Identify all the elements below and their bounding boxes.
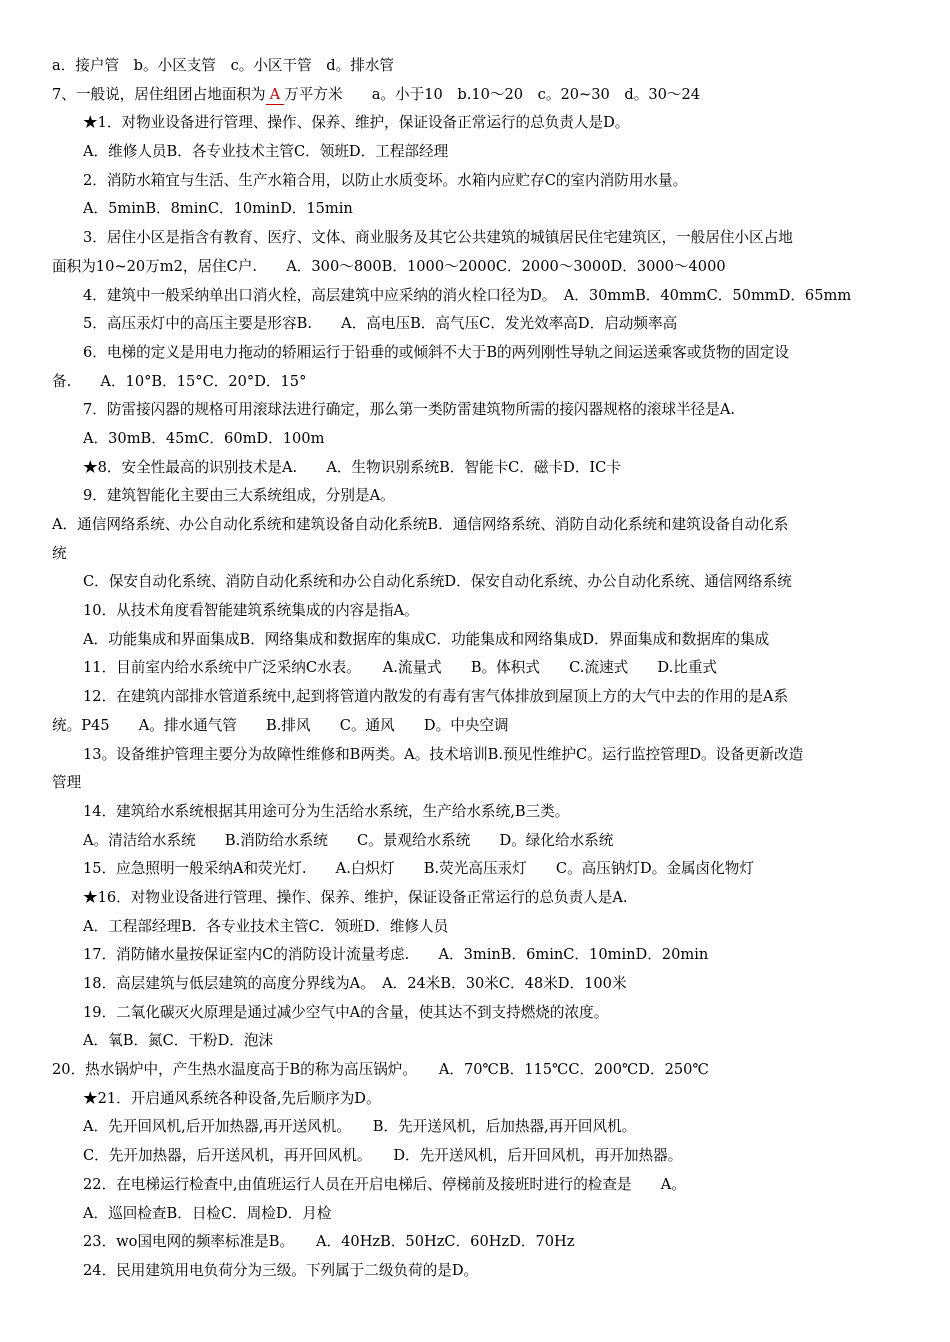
text-line: 23．wo国电网的频率标准是B。 A．40HzB．50HzC．60HzD．70Hz bbox=[83, 1233, 575, 1251]
text-line: 19．二氧化碳灭火原理是通过减少空气中A的含量，使其达不到支持燃烧的浓度。 bbox=[83, 1003, 609, 1021]
text-line: 11．目前室内给水系统中广泛采纳C水表。 A.流量式 B。体积式 C.流速式 D.比重式 bbox=[83, 659, 718, 677]
question-7-suffix: 万平方米 a。小于10 b.10～20 c。20~30 d。30～24 bbox=[284, 85, 701, 103]
text-line: 12．在建筑内部排水管道系统中,起到将管道内散发的有毒有害气体排放到屋顶上方的大气中去的作用的是A系 bbox=[83, 688, 789, 706]
text-line: 备. A．10°B．15°C．20°D．15° bbox=[52, 372, 307, 390]
text-line: 9．建筑智能化主要由三大系统组成，分别是A。 bbox=[83, 487, 395, 505]
text-line: C．保安自动化系统、消防自动化系统和办公自动化系统D．保安自动化系统、办公自动化系统、通信网络系统 bbox=[83, 573, 792, 591]
question-7-line bbox=[52, 81, 910, 110]
text-line: 18．高层建筑与低层建筑的高度分界线为A。 A．24米B．30米C．48米D．100米 bbox=[83, 975, 627, 992]
text-line: C．先开加热器，后开送风机，再开回风机。 D．先开送风机，后开回风机，再开加热器。 bbox=[83, 1147, 683, 1165]
text-line: 6．电梯的定义是用电力拖动的轿厢运行于铅垂的或倾斜不大于B的两列刚性导轨之间运送乘客或货物的固定设 bbox=[83, 343, 789, 361]
text-line: 22．在电梯运行检查中,由值班运行人员在开启电梯后、停梯前及接班时进行的检查是 A。 bbox=[83, 1175, 686, 1193]
text-line: 14．建筑给水系统根据其用途可分为生活给水系统，生产给水系统,B三类。 bbox=[83, 802, 570, 820]
text-line: 20．热水锅炉中，产生热水温度高于B的称为高压锅炉。 A．70℃B．115℃C．200℃D．250℃ bbox=[52, 1061, 709, 1079]
text-line: 5．高压汞灯中的高压主要是形容B. A．高电压B．高气压C．发光效率高D．启动频率高 bbox=[83, 315, 678, 333]
text-line: ★21．开启通风系统各种设备,先后顺序为D。 bbox=[83, 1089, 381, 1107]
question-7-prefix: 7、一般说，居住组团占地面积为 bbox=[52, 85, 266, 103]
text-line: A．工程部经理B．各专业技术主管C．领班D．维修人员 bbox=[83, 917, 449, 935]
text-line: 10．从技术角度看智能建筑系统集成的内容是指A。 bbox=[83, 602, 419, 620]
text-line: ★16．对物业设备进行管理、操作、保养、维护，保证设备正常运行的总负责人是A. bbox=[83, 888, 628, 906]
text-line: ★1．对物业设备进行管理、操作、保养、维护，保证设备正常运行的总负责人是D。 bbox=[83, 114, 630, 132]
text-line: 7．防雷接闪器的规格可用滚球法进行确定，那么第一类防雷建筑物所需的接闪器规格的滚球半径是A. bbox=[83, 401, 735, 419]
text-line: A．通信网络系统、办公自动化系统和建筑设备自动化系统B．通信网络系统、消防自动化系统和建筑设备自动化系 bbox=[52, 516, 789, 533]
text-line: 统 bbox=[52, 544, 67, 562]
text-line: 3．居住小区是指含有教育、医疗、文体、商业服务及其它公共建筑的城镇居民住宅建筑区，一般居住小区占地 bbox=[83, 229, 793, 247]
text-line: 管理 bbox=[52, 774, 82, 792]
text-line: A．功能集成和界面集成B．网络集成和数据库的集成C．功能集成和网络集成D．界面集成和数据库的集成 bbox=[83, 630, 770, 648]
text-line: a．接户管 b。小区支管 c。小区干管 d。排水管 bbox=[52, 57, 395, 74]
text-line: A．维修人员B．各专业技术主管C．领班D．工程部经理 bbox=[83, 143, 449, 161]
text-line: A．氧B．氮C．干粉D．泡沫 bbox=[83, 1032, 274, 1050]
text-line: A．巡回检查B．日检C．周检D．月检 bbox=[83, 1204, 332, 1222]
answer-blank: A bbox=[266, 86, 285, 105]
text-line: A。清洁给水系统 B.消防给水系统 C。景观给水系统 D。绿化给水系统 bbox=[83, 831, 614, 849]
text-line: 统。P45 A。排水通气管 B.排风 C。通风 D。中央空调 bbox=[52, 716, 509, 734]
text-line: 面积为10~20万m2，居住C户. A．300～800B．1000～2000C．2000～3000D．3000～4000 bbox=[52, 257, 726, 275]
text-line: A．5minB．8minC．10minD．15min bbox=[83, 200, 353, 218]
text-line: 13。设备维护管理主要分为故障性维修和B两类。A。技术培训B.预见性维护C。运行监控管理D。设备更新改造 bbox=[83, 745, 804, 763]
text-line: 17．消防储水量按保证室内C的消防设计流量考虑. A．3minB．6minC．10minD．20min bbox=[83, 946, 709, 964]
text-line: 15．应急照明一般采纳A和荧光灯. A.白炽灯 B.荧光高压汞灯 C。高压钠灯D。金属卤化物灯 bbox=[83, 860, 754, 878]
text-line: 4．建筑中一般采纳单出口消火栓，高层建筑中应采纳的消火栓口径为D。 A．30mmB．40mmC．50mmD．65mm bbox=[83, 286, 852, 304]
text-line: 24．民用建筑用电负荷分为三级。下列属于二级负荷的是D。 bbox=[83, 1261, 479, 1279]
text-line: 2．消防水箱宜与生活、生产水箱合用，以防止水质变坏。水箱内应贮存C的室内消防用水量。 bbox=[83, 171, 688, 189]
text-line: A．先开回风机,后开加热器,再开送风机。 B．先开送风机，后加热器,再开回风机。 bbox=[83, 1118, 637, 1136]
question-list bbox=[52, 109, 910, 1285]
text-line: A．30mB．45mC．60mD．100m bbox=[83, 429, 325, 447]
text-line: ★8．安全性最高的识别技术是A. A．生物识别系统B．智能卡C．磁卡D．IC卡 bbox=[83, 458, 621, 476]
